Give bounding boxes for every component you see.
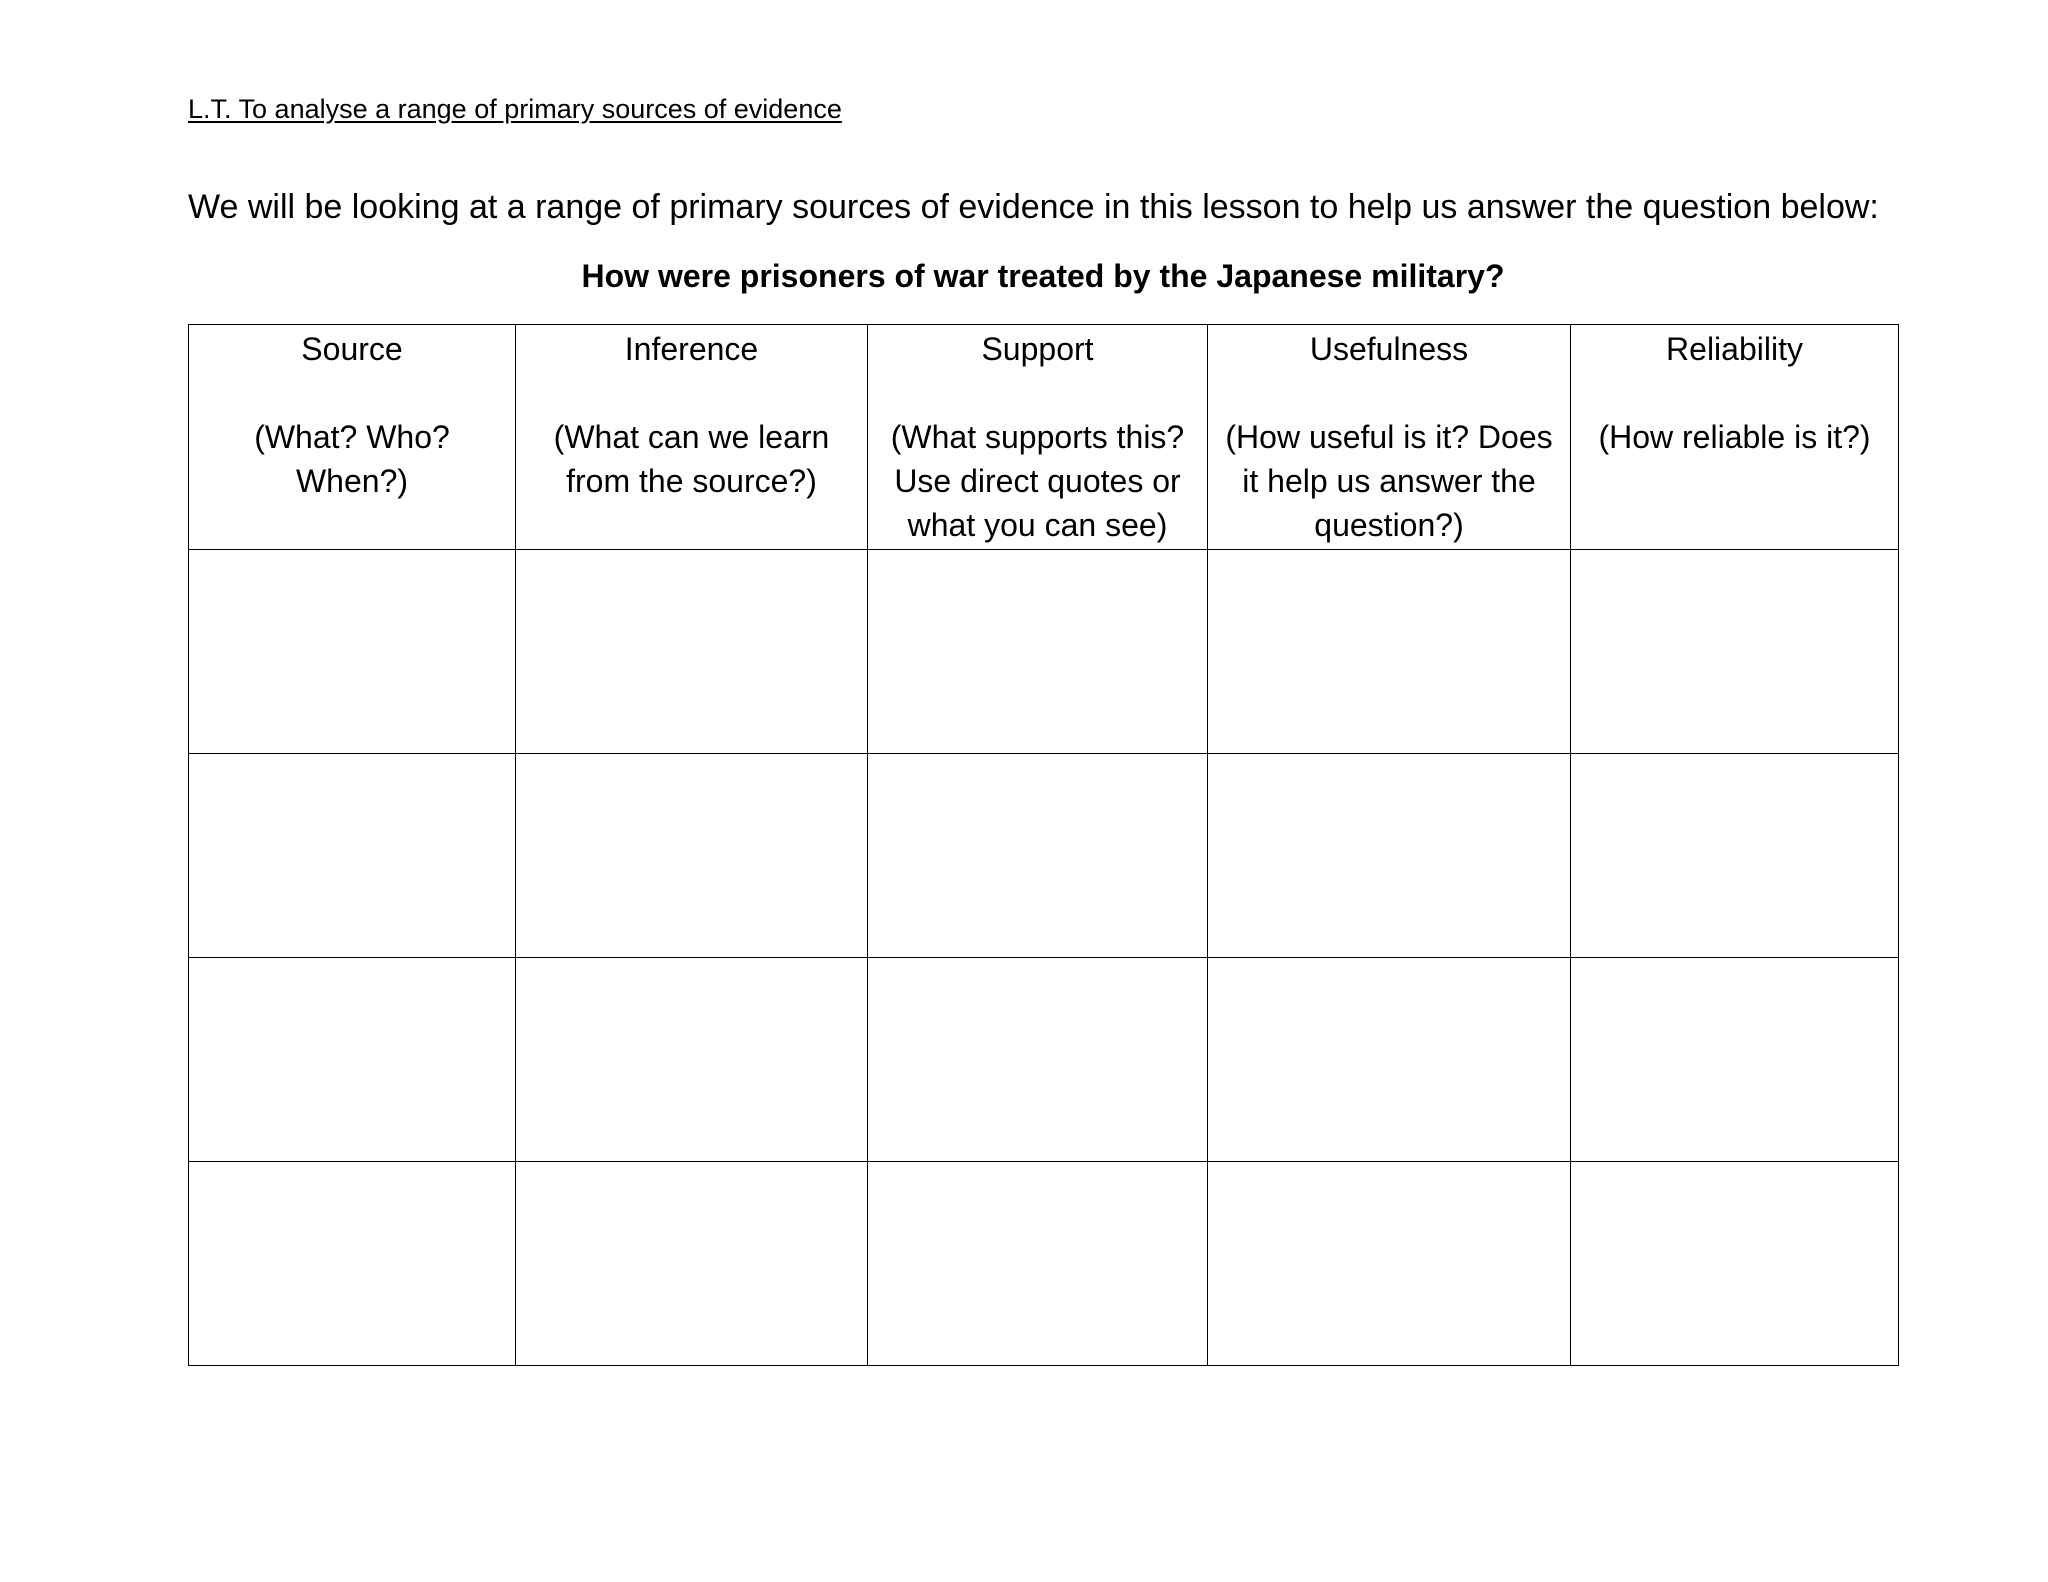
table-cell[interactable]	[516, 550, 868, 754]
header-usefulness	[1208, 325, 1571, 550]
table-cell[interactable]	[189, 550, 516, 754]
table-row	[189, 958, 1899, 1162]
table-row	[189, 1162, 1899, 1366]
table-cell[interactable]	[189, 958, 516, 1162]
table-cell[interactable]	[516, 1162, 868, 1366]
header-source	[189, 325, 516, 550]
column-description: (What supports this? Use direct quotes or what you can see)	[890, 419, 1185, 543]
table-header-row	[189, 325, 1899, 550]
table-cell[interactable]	[1208, 958, 1571, 1162]
column-description: (What? Who? When?)	[254, 419, 450, 499]
table-cell[interactable]	[1571, 1162, 1899, 1366]
table-cell[interactable]	[868, 958, 1208, 1162]
column-title: Reliability	[1666, 331, 1803, 367]
table-cell[interactable]	[1571, 550, 1899, 754]
table-cell[interactable]	[868, 1162, 1208, 1366]
question-heading: How were prisoners of war treated by the Japanese military?	[581, 258, 1505, 294]
column-description: (How useful is it? Does it help us answer the question?)	[1225, 419, 1553, 543]
table-cell[interactable]	[189, 754, 516, 958]
table-cell[interactable]	[868, 754, 1208, 958]
column-title: Source	[301, 331, 403, 367]
column-description: (What can we learn from the source?)	[553, 419, 830, 499]
column-title: Inference	[624, 331, 759, 367]
table-cell[interactable]	[1571, 754, 1899, 958]
table-cell[interactable]	[189, 1162, 516, 1366]
table-cell[interactable]	[1208, 550, 1571, 754]
column-title: Usefulness	[1309, 331, 1469, 367]
table-row	[189, 754, 1899, 958]
intro-text: We will be looking at a range of primary sources of evidence in this lesson to help us answer the question below:	[188, 188, 1879, 226]
learning-target: L.T. To analyse a range of primary sources of evidence	[188, 94, 842, 124]
table-cell[interactable]	[1208, 1162, 1571, 1366]
header-inference	[516, 325, 868, 550]
column-title: Support	[981, 331, 1094, 367]
table-cell[interactable]	[1208, 754, 1571, 958]
header-reliability	[1571, 325, 1899, 550]
source-analysis-table	[188, 324, 1899, 1366]
table-cell[interactable]	[868, 550, 1208, 754]
column-description: (How reliable is it?)	[1598, 419, 1871, 455]
table-cell[interactable]	[516, 958, 868, 1162]
table-cell[interactable]	[1571, 958, 1899, 1162]
header-support	[868, 325, 1208, 550]
table-row	[189, 550, 1899, 754]
table-cell[interactable]	[516, 754, 868, 958]
